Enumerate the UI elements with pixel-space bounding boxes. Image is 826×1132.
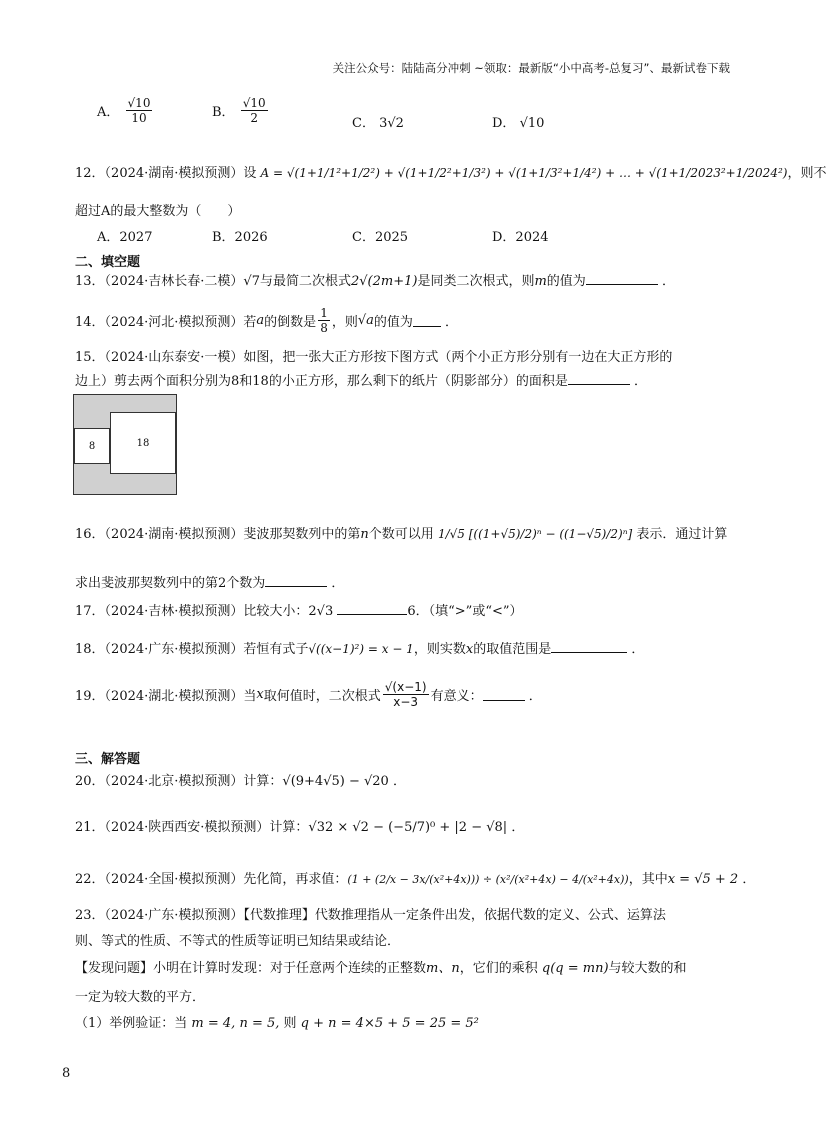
section-fill-in: 二、填空题	[75, 255, 141, 270]
q15-line1: 15．（2024·山东泰安·一模）如图，把一张大正方形按下图方式（两个小正方形分别有一边在大正方形的	[75, 350, 673, 365]
q11-option-b: B． $\frac{√10}{2}$	[212, 96, 266, 125]
q20: 20．（2024·北京·模拟预测）计算：√(9+4√5) − √20 ．	[75, 774, 406, 789]
q22: 22．（2024·全国·模拟预测）先化简，再求值：(1 + (2/x − 3x/(x²+4x))) ÷ (x²/(x²+4x) − 4/(x²+4x))，其中x = √5 + 2 ．	[75, 872, 756, 887]
q23-line2: 则、等式的性质、不等式的性质等证明已知结果或结论．	[75, 934, 401, 949]
q12-option-a: A．2027	[97, 230, 153, 245]
q16-line1: 16．（2024·湖南·模拟预测）斐波那契数列中的第n个数可以用 1/√5 [((1+√5)/2)ⁿ − ((1−√5)/2)ⁿ] 表示．通过计算	[75, 527, 728, 542]
q12-line2: 超过A的最大整数为（ ）	[75, 204, 241, 219]
q12-option-b: B．2026	[212, 230, 268, 245]
q11-option-d: D． √10	[492, 116, 545, 131]
q19: 19．（2024·湖北·模拟预测）当x取何值时，二次根式 $\frac{√(x-1)}{x-3}$ 有意义： ．	[75, 680, 542, 709]
page-number: 8	[62, 1066, 71, 1081]
q18: 18．（2024·广东·模拟预测）若恒有式子√((x−1)²) = x − 1，则实数x的取值范围是 ．	[75, 642, 645, 657]
large-square: 18	[110, 412, 176, 474]
q23-line5: （1）举例验证：当 m = 4, n = 5, 则 q + n = 4×5 + 5 = 25 = 5²	[75, 1016, 479, 1031]
small-square: 8	[74, 428, 110, 464]
q15-line2: 边上）剪去两个面积分别为8和18的小正方形，那么剩下的纸片（阴影部分）的面积是 ．	[75, 374, 647, 389]
q12-line1: 12．（2024·湖南·模拟预测）设 A = √(1+1/1²+1/2²) + √(1+1/2²+1/3²) + √(1+1/3²+1/4²) + … + √(1+1/2023²+1/2024²)，则不	[75, 166, 826, 181]
q12-expression: A = √(1+1/1²+1/2²) + √(1+1/2²+1/3²) + √(1+1/3²+1/4²) + … + √(1+1/2023²+1/2024²)	[260, 166, 788, 180]
section-answer: 三、解答题	[75, 752, 141, 767]
q14: 14．（2024·河北·模拟预测）若a的倒数是 $\frac{1}{8}$ ，则√a的值为 ．	[75, 306, 459, 335]
q11-option-c: C． 3√2	[352, 116, 404, 131]
page-header: 关注公众号：陆陆高分冲刺 ~领取：最新版“小中高考-总复习”、最新试卷下载	[332, 61, 730, 75]
q23-line4: 一定为较大数的平方．	[75, 990, 206, 1005]
q16-line2: 求出斐波那契数列中的第2个数为 ．	[75, 576, 345, 591]
q13: 13．（2024·吉林长春·二模）√7与最简二次根式2√(2m+1)是同类二次根式，则m的值为 ．	[75, 274, 675, 289]
q17: 17．（2024·吉林·模拟预测）比较大小：2√3 6．（填“>”或“<”）	[75, 604, 523, 619]
q23-line3: 【发现问题】小明在计算时发现：对于任意两个连续的正整数m、n，它们的乘积 q(q = mn)与较大数的和	[75, 961, 687, 976]
q11-option-a: A． $\frac{√10}{10}$	[97, 96, 151, 125]
fibonacci-formula: 1/√5 [((1+√5)/2)ⁿ − ((1−√5)/2)ⁿ]	[437, 527, 633, 541]
q15-figure	[73, 394, 177, 495]
q12-option-c: C．2025	[352, 230, 409, 245]
q23-line1: 23．（2024·广东·模拟预测）【代数推理】代数推理指从一定条件出发，依据代数的定义、公式、运算法	[75, 908, 666, 923]
q12-option-d: D．2024	[492, 230, 549, 245]
q21: 21．（2024·陕西西安·模拟预测）计算：√32 × √2 − (−5/7)⁰ + |2 − √8| ．	[75, 820, 525, 835]
